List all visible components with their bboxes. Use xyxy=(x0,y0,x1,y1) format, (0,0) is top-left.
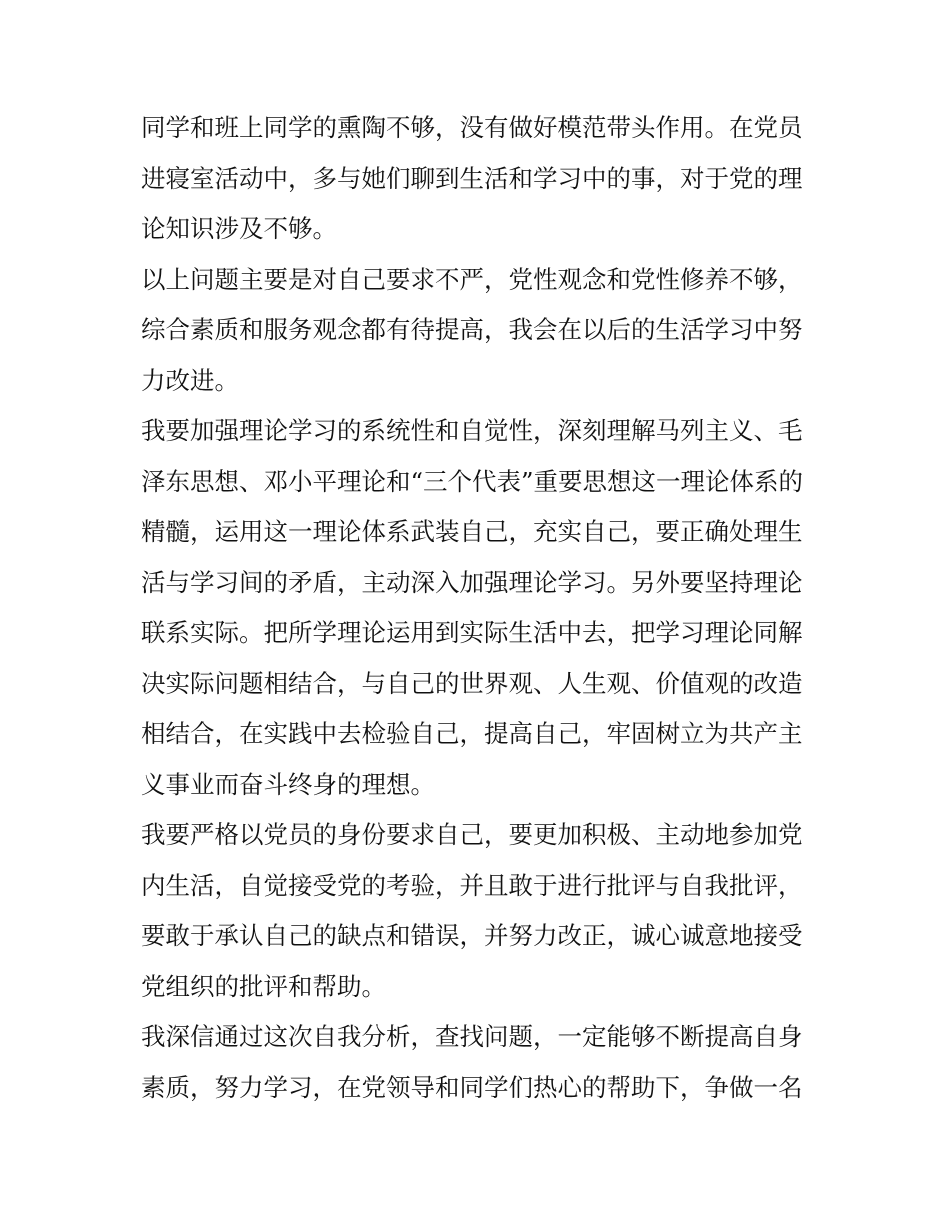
text-line: 要敢于承认自己的缺点和错误，并努力改正，诚心诚意地接受 xyxy=(141,921,803,950)
text-line: 以上问题主要是对自己要求不严，党性观念和党性修养不够， xyxy=(141,264,803,294)
text-line: 我要加强理论学习的系统性和自觉性，深刻理解马列主义、毛 xyxy=(141,416,803,445)
text-line: 我要严格以党员的身份要求自己，要更加积极、主动地参加党 xyxy=(141,820,803,849)
text-line: 联系实际。把所学理论运用到实际生活中去，把学习理论同解 xyxy=(141,618,803,647)
text-line: 素质，努力学习，在党领导和同学们热心的帮助下，争做一名 xyxy=(141,1072,803,1102)
text-line: 内生活，自觉接受党的考验，并且敢于进行批评与自我批评， xyxy=(141,870,803,900)
text-line: 活与学习间的矛盾，主动深入加强理论学习。另外要坚持理论 xyxy=(141,567,803,597)
text-line: 决实际问题相结合，与自己的世界观、人生观、价值观的改造 xyxy=(141,668,803,698)
text-line: 精髓，运用这一理论体系武装自己，充实自己，要正确处理生 xyxy=(141,517,803,546)
text-line: 相结合，在实践中去检验自己，提高自己，牢固树立为共产主 xyxy=(141,719,803,748)
text-line: 综合素质和服务观念都有待提高，我会在以后的生活学习中努 xyxy=(141,315,803,344)
text-line: 我深信通过这次自我分析，查找问题，一定能够不断提高自身 xyxy=(141,1022,803,1051)
text-line: 党组织的批评和帮助。 xyxy=(141,971,386,1001)
document-body xyxy=(141,103,821,1113)
text-line: 进寝室活动中，多与她们聊到生活和学习中的事，对于党的理 xyxy=(141,163,803,193)
text-line: 义事业而奋斗终身的理想。 xyxy=(141,769,435,799)
text-line: 泽东思想、邓小平理论和“三个代表”重要思想这一理论体系的 xyxy=(141,466,804,496)
text-line: 同学和班上同学的熏陶不够，没有做好模范带头作用。在党员 xyxy=(141,113,803,142)
text-line: 力改进。 xyxy=(141,365,239,395)
text-line: 论知识涉及不够。 xyxy=(141,214,337,243)
